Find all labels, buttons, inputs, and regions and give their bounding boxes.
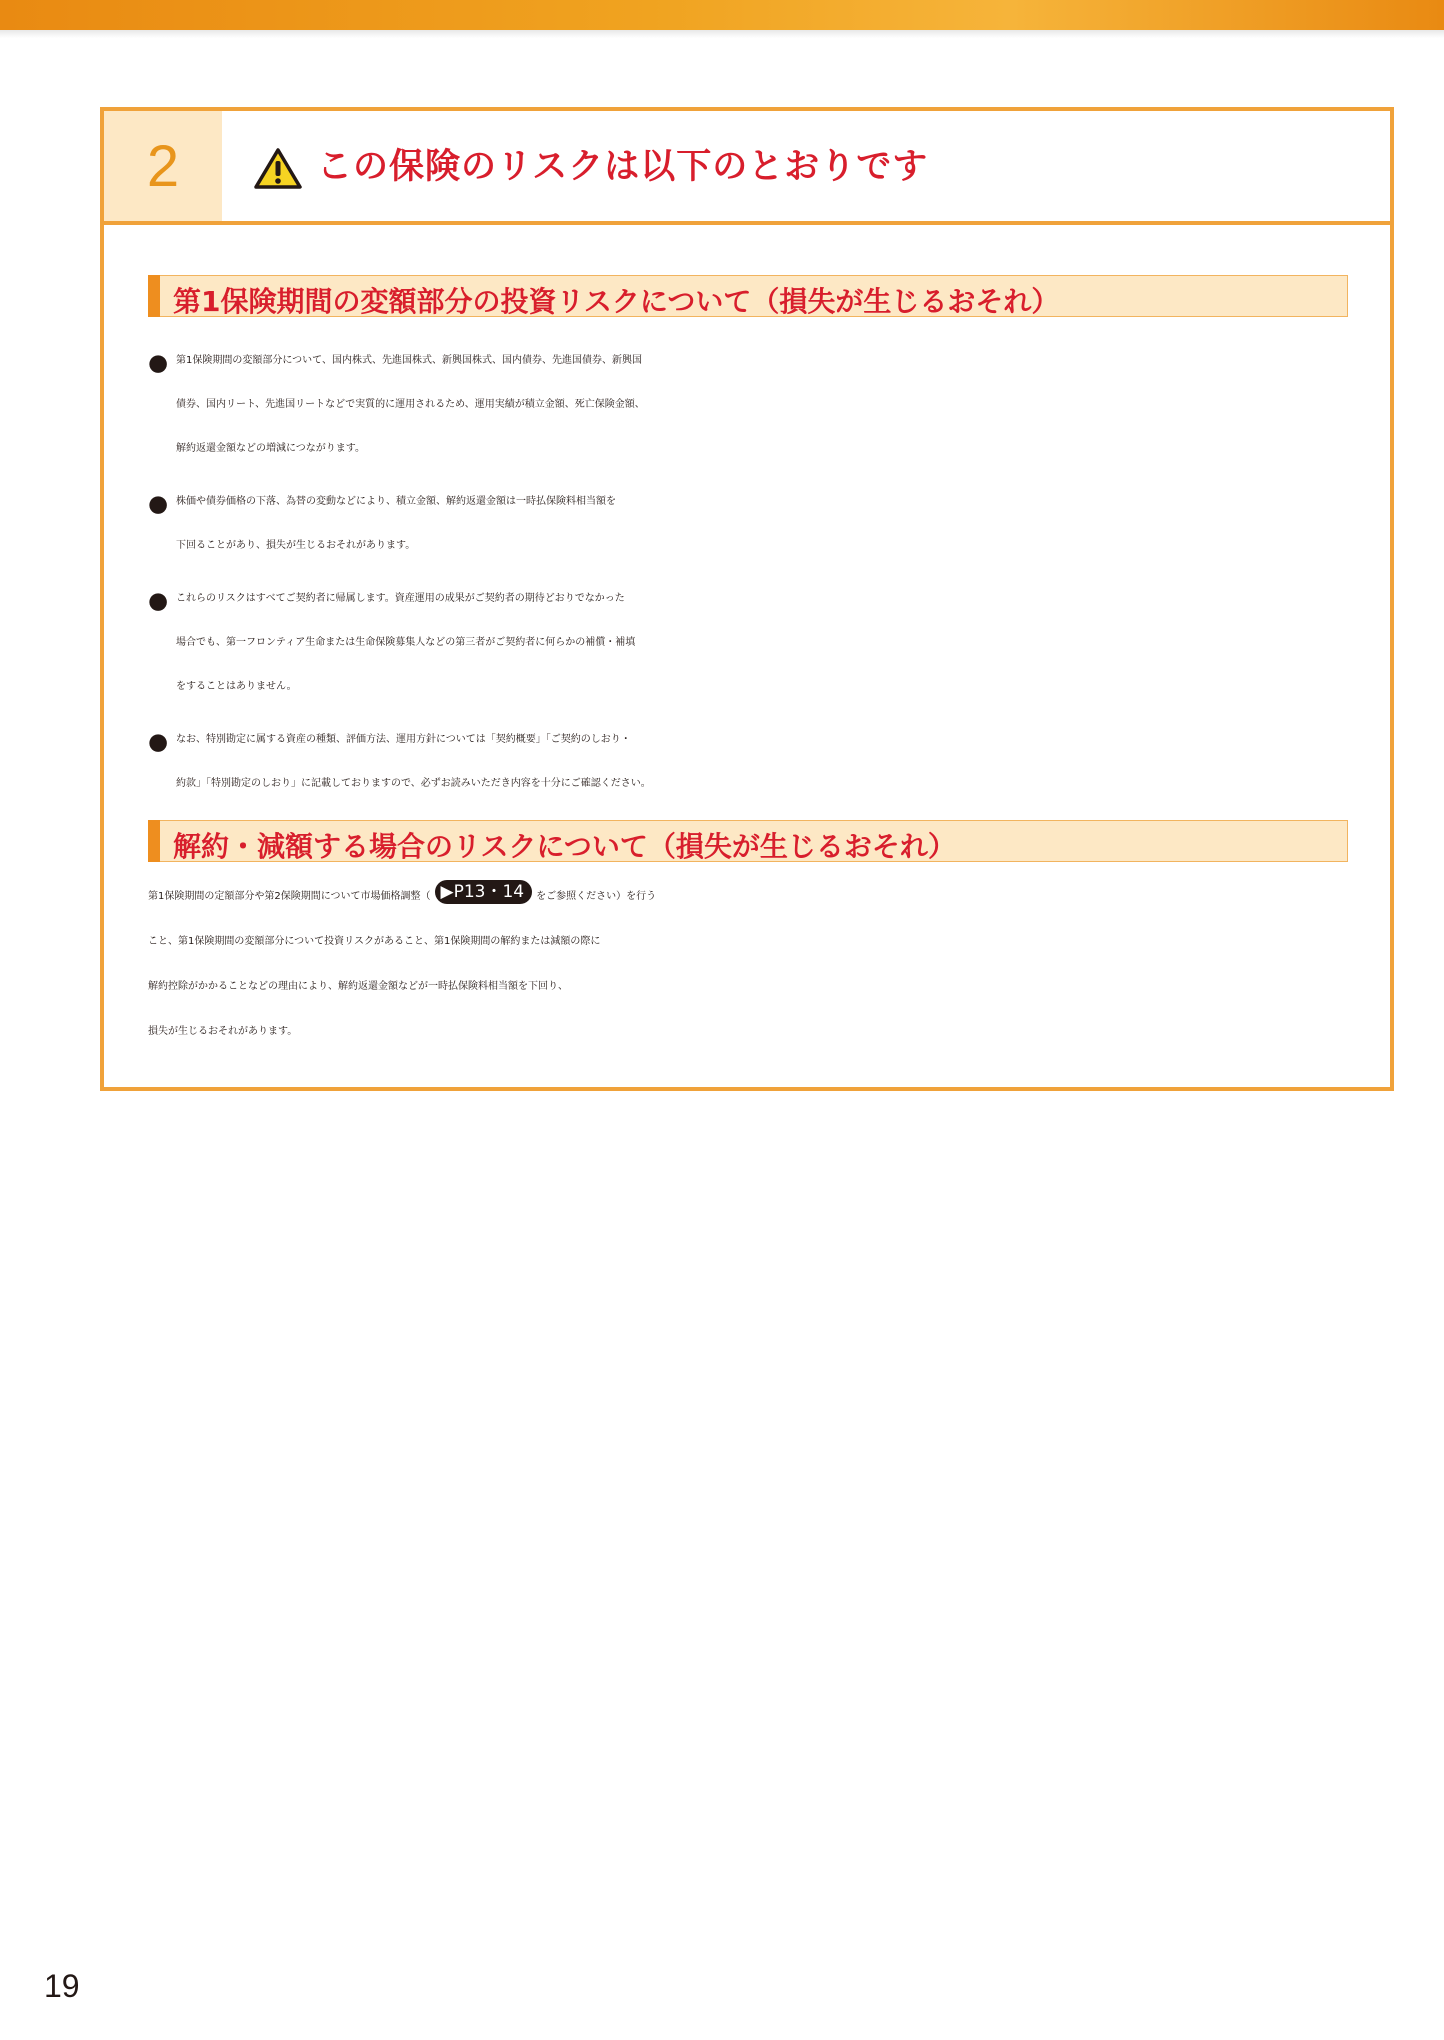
paragraph-line — [148, 874, 1358, 919]
list-item — [148, 480, 1358, 568]
warning-icon — [254, 147, 302, 189]
list-item-text: なお、特別勘定に属する資産の種類、評価方法、運用方針については「契約概要」「ご契約のしおり・ — [176, 734, 631, 745]
list-item — [148, 718, 1358, 806]
top-band-shadow — [0, 30, 1444, 38]
list-item — [148, 577, 1358, 709]
top-color-band — [0, 0, 1444, 30]
paragraph-line: こと、第1保険期間の変額部分について投資リスクがあること、第1保険期間の解約または減額の際に — [148, 936, 601, 947]
list-item — [148, 339, 1358, 471]
paragraph-line: 解約控除がかかることなどの理由により、解約返還金額などが一時払保険料相当額を下回り、 — [148, 981, 568, 992]
bullet-marker: ● — [148, 729, 169, 755]
list-item-text: 債券、国内リート、先進国リートなどで実質的に運用されるため、運用実績が積立金額、死亡保険金額、 — [176, 399, 645, 410]
list-item-text: これらのリスクはすべてご契約者に帰属します。資産運用の成果がご契約者の期待どおりでなかった — [176, 593, 625, 604]
paragraph-text: 第1保険期間の定額部分や第2保険期間について市場価格調整（ — [148, 891, 431, 902]
investment-risk-heading-text: 第1保険期間の変額部分の投資リスクについて（損失が生じるおそれ） — [173, 285, 1060, 318]
paragraph-line: 損失が生じるおそれがあります。 — [148, 1026, 298, 1037]
bullet-marker: ● — [148, 491, 169, 517]
list-item-text: 第1保険期間の変額部分について、国内株式、先進国株式、新興国株式、国内債券、先進国債券、新興国 — [176, 355, 642, 366]
section-header — [104, 111, 1390, 225]
risk-section-box — [100, 107, 1394, 1091]
list-item-text: 場合でも、第一フロンティア生命または生命保険募集人などの第三者がご契約者に何らかの補償・補填 — [176, 637, 636, 648]
investment-risk-list — [148, 339, 1358, 815]
investment-risk-heading — [148, 275, 1348, 317]
bullet-marker: ● — [148, 350, 169, 376]
surrender-risk-paragraph — [148, 874, 1358, 1054]
section-number: 2 — [104, 111, 222, 221]
bullet-marker: ● — [148, 588, 169, 614]
paragraph-text: をご参照ください）を行う — [536, 891, 657, 902]
page-number: 19 — [44, 1968, 80, 2004]
heading-accent-bar — [148, 820, 160, 862]
surrender-risk-heading-text: 解約・減額する場合のリスクについて（損失が生じるおそれ） — [173, 830, 956, 863]
surrender-risk-heading — [148, 820, 1348, 862]
list-item-text: 約款」「特別勘定のしおり」に記載しておりますので、必ずお読みいただき内容を十分にご確認ください。 — [176, 778, 651, 789]
list-item-text: 下回ることがあり、損失が生じるおそれがあります。 — [176, 540, 416, 551]
list-item-text: をすることはありません。 — [176, 681, 297, 692]
list-item-text: 株価や債券価格の下落、為替の変動などにより、積立金額、解約返還金額は一時払保険料相当額を — [176, 496, 616, 507]
page-reference-badge: ▶P13・14 — [435, 880, 533, 904]
list-item-text: 解約返還金額などの増減につながります。 — [176, 443, 365, 454]
section-title: この保険のリスクは以下のとおりです — [317, 147, 929, 187]
heading-accent-bar — [148, 275, 160, 317]
